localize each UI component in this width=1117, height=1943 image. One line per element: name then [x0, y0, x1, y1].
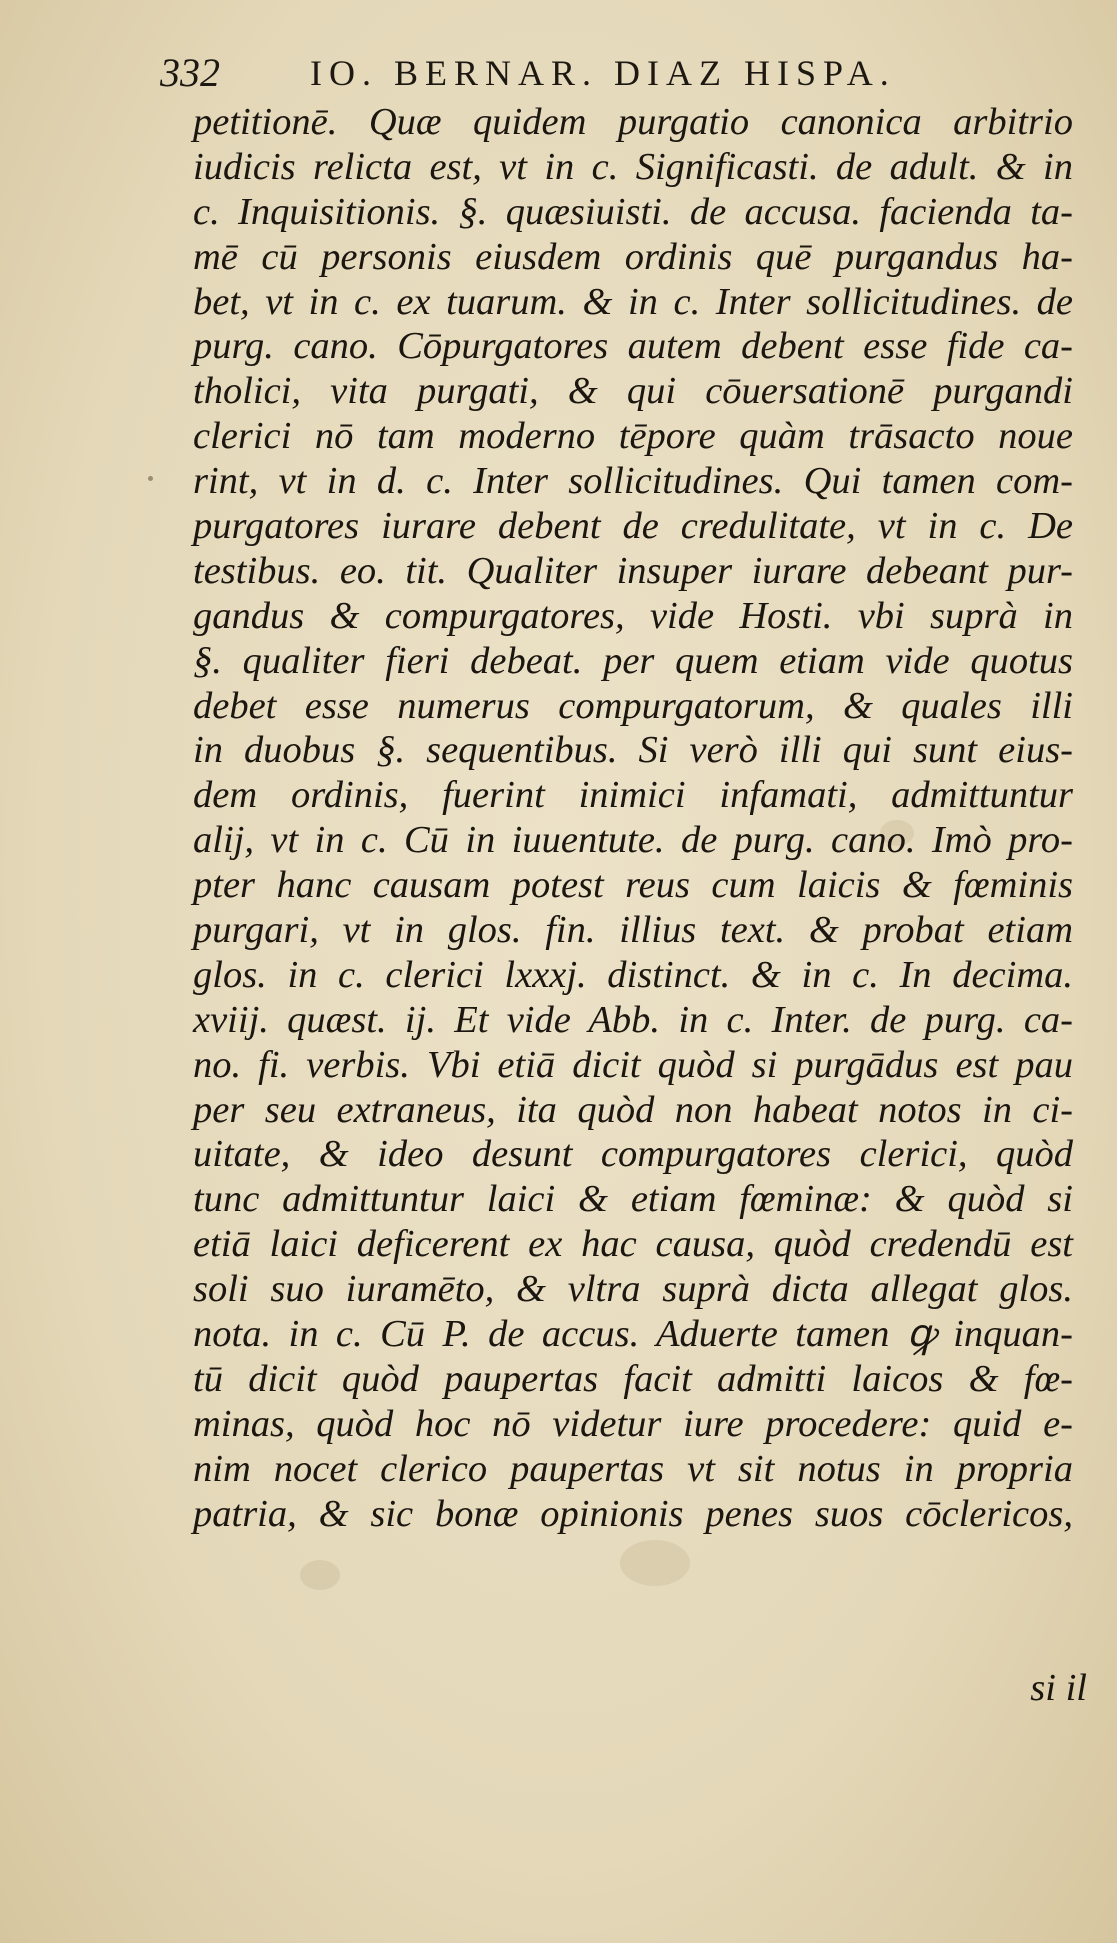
text-line: dem ordinis, fuerint inimici infamati, admittuntur — [193, 774, 1073, 817]
text-line: alij, vt in c. Cū in iuuentute. de purg. cano. Imò pro- — [193, 819, 1073, 862]
paper-stain — [300, 1560, 340, 1590]
text-line: mē cū personis eiusdem ordinis quē purgandus ha- — [193, 235, 1073, 278]
running-title: IO. BERNAR. DIAZ HISPA. — [310, 53, 896, 93]
catchword: si il — [1030, 1667, 1087, 1709]
text-line: tū dicit quòd paupertas facit admitti laicos & fœ- — [193, 1357, 1073, 1400]
text-line: iudicis relicta est, vt in c. Significasti. de adult. & in — [193, 145, 1073, 188]
text-line: bet, vt in c. ex tuarum. & in c. Inter sollicitudines. de — [193, 280, 1073, 323]
text-line: minas, quòd hoc nō videtur iure procedere: quid e- — [193, 1402, 1073, 1445]
text-line: gandus & compurgatores, vide Hosti. vbi suprà in — [193, 594, 1073, 637]
text-line: testibus. eo. tit. Qualiter insuper iurare debeant pur- — [193, 549, 1073, 592]
text-line: etiā laici deficerent ex hac causa, quòd credendū est — [193, 1223, 1073, 1266]
page-number: 332 — [160, 50, 220, 95]
text-line: petitionē. Quæ quidem purgatio canonica arbitrio — [193, 101, 1073, 143]
running-head — [160, 48, 1060, 98]
body-text — [193, 100, 1091, 1537]
margin-mark — [148, 476, 153, 481]
text-line: purgatores iurare debent de credulitate, vt in c. De — [193, 505, 1073, 548]
text-line: in duobus §. sequentibus. Si verò illi qui sunt eius- — [193, 729, 1073, 772]
text-line: pter hanc causam potest reus cum laicis & fœminis — [193, 864, 1073, 907]
paper-stain — [620, 1540, 690, 1586]
text-line: glos. in c. clerici lxxxj. distinct. & in c. In decima. — [193, 953, 1073, 996]
text-line: tholici, vita purgati, & qui cōuersationē purgandi — [193, 370, 1073, 413]
text-line: debet esse numerus compurgatorum, & quales illi — [193, 684, 1073, 727]
text-line: uitate, & ideo desunt compurgatores clerici, quòd — [193, 1133, 1073, 1176]
text-line: §. qualiter fieri debeat. per quem etiam vide quotus — [193, 639, 1073, 682]
text-line: c. Inquisitionis. §. quæsiuisti. de accusa. facienda ta- — [193, 190, 1073, 233]
text-line: no. fi. verbis. Vbi etiā dicit quòd si purgādus est pau — [193, 1043, 1073, 1086]
text-line: nota. in c. Cū P. de accus. Aduerte tamen ꝙ inquan- — [193, 1313, 1073, 1356]
text-line: patria, & sic bonæ opinionis penes suos cōclericos, — [193, 1492, 1073, 1535]
text-line: xviij. quæst. ij. Et vide Abb. in c. Inter. de purg. ca- — [193, 998, 1073, 1041]
text-line: nim nocet clerico paupertas vt sit notus in propria — [193, 1447, 1073, 1490]
text-line: soli suo iuramēto, & vltra suprà dicta allegat glos. — [193, 1268, 1073, 1311]
text-line: clerici nō tam moderno tēpore quàm trāsacto noue — [193, 415, 1073, 458]
text-line: per seu extraneus, ita quòd non habeat notos in ci- — [193, 1088, 1073, 1131]
text-line: purgari, vt in glos. fin. illius text. & probat etiam — [193, 909, 1073, 952]
text-line: purg. cano. Cōpurgatores autem debent esse fide ca- — [193, 325, 1073, 368]
text-line: rint, vt in d. c. Inter sollicitudines. Qui tamen com- — [193, 460, 1073, 503]
text-line: tunc admittuntur laici & etiam fœminæ: & quòd si — [193, 1178, 1073, 1221]
